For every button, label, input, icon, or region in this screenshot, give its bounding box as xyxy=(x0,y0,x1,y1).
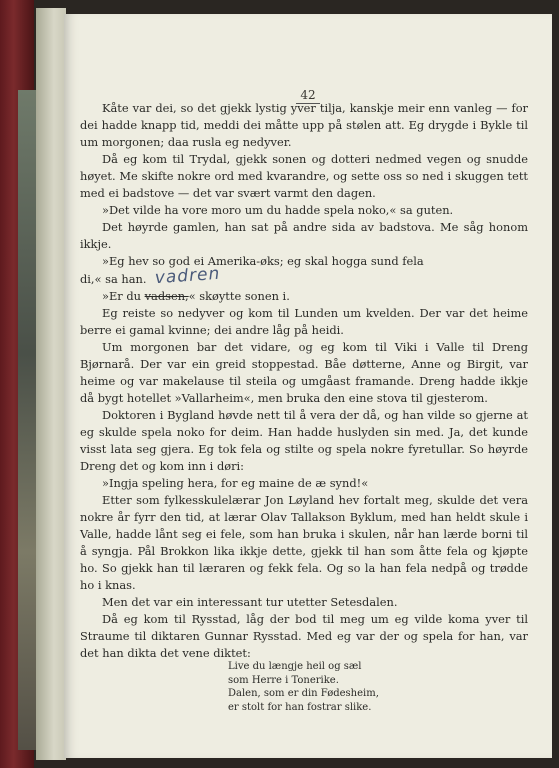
paragraph: Men det var ein interessant tur utetter Setesdalen. xyxy=(102,595,398,609)
paragraph: Kåte var dei, so det gjekk lystig yver tilja, kanskje meir enn vanleg — for dei hadde knapp tid, meddi dei måtte upp på stølen att. Eg drygde i Bykle til um morgonen; daa rusla eg nedyver. xyxy=(80,101,528,149)
paragraph: Eg reiste so nedyver og kom til Lunden um kvelden. Der var det heime berre ei gamal kvinne; dei andre låg på heidi. xyxy=(80,306,528,337)
paragraph: Doktoren i Bygland høvde nett til å vera der då, og han vilde so gjerne at eg skulde spela noko for deim. Han hadde huslyden sin med. Ja, det kunde visst lata seg gjera. Eg tok fela og stilte og spela nokre fyretullar. So høyrde Dreng det og kom inn i døri: xyxy=(80,408,528,473)
paragraph: di,« sa han. vadren xyxy=(80,263,221,289)
paragraph: Det høyrde gamlen, han sat på andre sida av badstova. Me såg honom ikkje. xyxy=(80,220,528,251)
poem xyxy=(228,660,448,714)
paragraph: Um morgonen bar det vidare, og eg kom til Viki i Valle til Dreng Bjørnarå. Der var ein greid stoppestad. Båe døtterne, Anne og Birgit, var heime og var makelause til steila og umgåast framande. Dreng hadde ikkje då bygt hotellet »Vallarheim«, men bruka den eine stova til gjesterom. xyxy=(80,340,528,405)
paragraph: Då eg kom til Trydal, gjekk sonen og dotteri nedmed vegen og snudde høyet. Me skifte nokre ord med kvarandre, og sette oss so ned i skuggen tett med ei badstove — det var svært varmt den dagen. xyxy=(80,152,528,200)
poem-line: Live du længje heil og sæl xyxy=(228,661,362,672)
poem-line: Dalen, som er din Fødesheim, xyxy=(228,688,379,699)
paragraph: »Ingja speling hera, for eg maine de æ synd!« xyxy=(102,476,369,490)
poem-line: som Herre i Tonerike. xyxy=(228,674,339,686)
poem-line: er stolt for han fostrar slike. xyxy=(228,701,372,713)
struck-word: vadsen, xyxy=(144,289,189,303)
paragraph: Då eg kom til Rysstad, låg der bod til meg um eg vilde koma yver til Straume til diktaren Gunnar Rysstad. Med eg var der og spela for han, var det han dikta det vene diktet: xyxy=(80,612,528,660)
paragraph: »Er du vadsen,« skøytte sonen i. xyxy=(102,289,290,303)
body-text xyxy=(80,100,528,662)
handwritten-correction: vadren xyxy=(153,263,221,289)
paragraph: Etter som fylkesskulelærar Jon Løyland hev fortalt meg, skulde det vera nokre år fyrr den tid, at lærar Olav Tallakson Byklum, med han heldt skule i Valle, hadde lånt seg ei fele, som han bruka i skulen, når han lærde borni til å syngja. Pål Brokkon lika ikkje dette, gjekk til han som åtte fela og kjøpte ho. So gjekk han til læraren og fekk fela. Og so la han fela nedpå og trødde ho i knas. xyxy=(80,493,528,592)
page-edges xyxy=(36,8,66,760)
page-number: 42 xyxy=(64,88,552,102)
paragraph: »Det vilde ha vore moro um du hadde spela noko,« sa guten. xyxy=(102,203,454,217)
paragraph: »Eg hev so god ei Amerika-øks; eg skal hogga sund fela xyxy=(102,254,424,268)
